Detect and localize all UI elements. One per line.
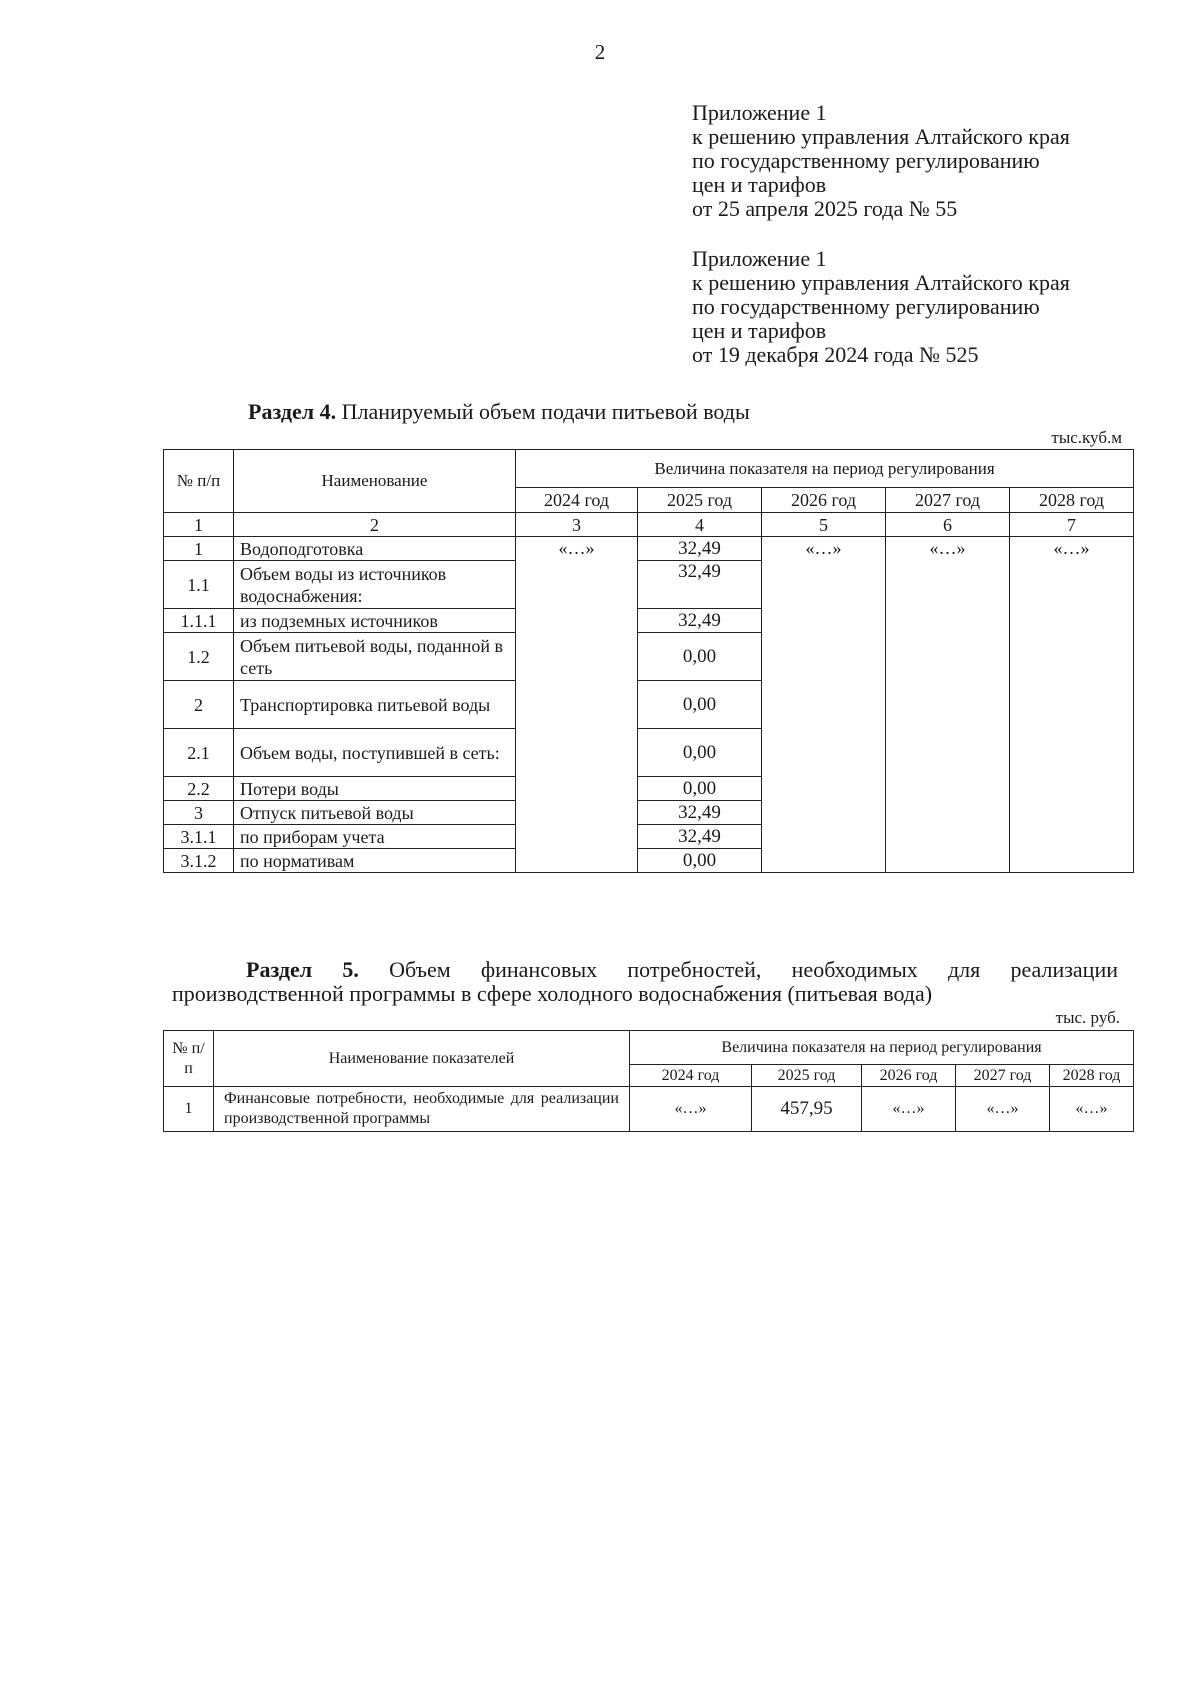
- value-2025: 0,00: [638, 777, 762, 801]
- header-year: 2028 год: [1010, 488, 1134, 513]
- row-name: Транспортировка питьевой воды: [234, 681, 516, 729]
- table-row: [164, 1087, 1134, 1132]
- row-name: Объем воды из источников водоснабжения:: [234, 561, 516, 609]
- annex-current-header: [692, 101, 1172, 221]
- row-num: 1.1.1: [164, 609, 234, 633]
- column-number: 3: [516, 513, 638, 537]
- value-2025: 0,00: [638, 681, 762, 729]
- header-year: 2027 год: [886, 488, 1010, 513]
- header-num: № п/п: [164, 1031, 214, 1087]
- row-name: Объем питьевой воды, поданной в сеть: [234, 633, 516, 681]
- section4-title-bold: Раздел 4.: [248, 399, 337, 424]
- annex-line: к решению управления Алтайского края: [692, 270, 1070, 295]
- row-num: 3.1.1: [164, 825, 234, 849]
- header-period: Величина показателя на период регулирования: [516, 450, 1134, 488]
- value-2025: 32,49: [638, 561, 762, 609]
- value-2025: 457,95: [752, 1087, 862, 1132]
- section5-title-line2: производственной программы в сфере холодного водоснабжения (питьевая вода): [172, 981, 933, 1006]
- value-2027: «…»: [886, 537, 1010, 873]
- annex-line: по государственному регулированию: [692, 294, 1040, 319]
- value-2025: 0,00: [638, 849, 762, 873]
- section5-title-line1: Объем финансовых потребностей, необходимых для реализации: [358, 957, 1118, 982]
- annex-line: цен и тарифов: [692, 318, 827, 343]
- table-row: [164, 537, 1134, 561]
- row-name: Водоподготовка: [234, 537, 516, 561]
- row-num: 1: [164, 537, 234, 561]
- column-number: 4: [638, 513, 762, 537]
- value-2028: «…»: [1010, 537, 1134, 873]
- annex-previous-header: [692, 247, 1172, 367]
- row-name: из подземных источников: [234, 609, 516, 633]
- section4-title: [248, 400, 750, 424]
- annex-line: по государственному регулированию: [692, 148, 1040, 173]
- water-volume-table: [163, 449, 1134, 873]
- row-name: Отпуск питьевой воды: [234, 801, 516, 825]
- section4-title-text: Планируемый объем подачи питьевой воды: [336, 399, 750, 424]
- annex-line: Приложение 1: [692, 246, 827, 271]
- header-year: 2026 год: [762, 488, 886, 513]
- value-2027: «…»: [956, 1087, 1050, 1132]
- value-2025: 32,49: [638, 825, 762, 849]
- header-year: 2027 год: [956, 1065, 1050, 1087]
- annex-line: цен и тарифов: [692, 172, 827, 197]
- value-2024: «…»: [630, 1087, 752, 1132]
- row-name: Объем воды, поступившей в сеть:: [234, 729, 516, 777]
- header-num: № п/п: [164, 450, 234, 513]
- financial-needs-table: [163, 1030, 1134, 1132]
- row-name: Потери воды: [234, 777, 516, 801]
- header-period: Величина показателя на период регулирования: [630, 1031, 1134, 1065]
- column-number: 7: [1010, 513, 1134, 537]
- header-year: 2028 год: [1050, 1065, 1134, 1087]
- annex-line: от 19 декабря 2024 года № 525: [692, 342, 979, 367]
- row-num: 2.2: [164, 777, 234, 801]
- column-number: 1: [164, 513, 234, 537]
- row-num: 3: [164, 801, 234, 825]
- row-name: Финансовые потребности, необходимые для реализации производственной программы: [214, 1087, 630, 1132]
- annex-line: к решению управления Алтайского края: [692, 124, 1070, 149]
- row-num: 1.1: [164, 561, 234, 609]
- section5-title-bold: Раздел 5.: [246, 957, 359, 982]
- section5-unit: тыс. руб.: [1055, 1008, 1120, 1027]
- header-year: 2026 год: [862, 1065, 956, 1087]
- column-number: 2: [234, 513, 516, 537]
- header-year: 2025 год: [638, 488, 762, 513]
- row-num: 3.1.2: [164, 849, 234, 873]
- value-2025: 0,00: [638, 633, 762, 681]
- header-year: 2024 год: [516, 488, 638, 513]
- annex-line: от 25 апреля 2025 года № 55: [692, 196, 958, 221]
- value-2028: «…»: [1050, 1087, 1134, 1132]
- row-num: 2.1: [164, 729, 234, 777]
- annex-line: Приложение 1: [692, 100, 827, 125]
- value-2025: 32,49: [638, 609, 762, 633]
- header-year: 2025 год: [752, 1065, 862, 1087]
- row-name: по приборам учета: [234, 825, 516, 849]
- row-num: 1: [164, 1087, 214, 1132]
- row-num: 2: [164, 681, 234, 729]
- value-2025: 0,00: [638, 729, 762, 777]
- header-name: Наименование показателей: [214, 1031, 630, 1087]
- row-num: 1.2: [164, 633, 234, 681]
- value-2025: 32,49: [638, 801, 762, 825]
- header-name: Наименование: [234, 450, 516, 513]
- section5-title: [172, 958, 1118, 1006]
- page-number: 2: [594, 40, 606, 64]
- section4-unit: тыс.куб.м: [1051, 428, 1122, 447]
- value-2024: «…»: [516, 537, 638, 873]
- value-2025: 32,49: [638, 537, 762, 561]
- value-2026: «…»: [762, 537, 886, 873]
- column-number: 6: [886, 513, 1010, 537]
- header-year: 2024 год: [630, 1065, 752, 1087]
- value-2026: «…»: [862, 1087, 956, 1132]
- row-name: по нормативам: [234, 849, 516, 873]
- column-number: 5: [762, 513, 886, 537]
